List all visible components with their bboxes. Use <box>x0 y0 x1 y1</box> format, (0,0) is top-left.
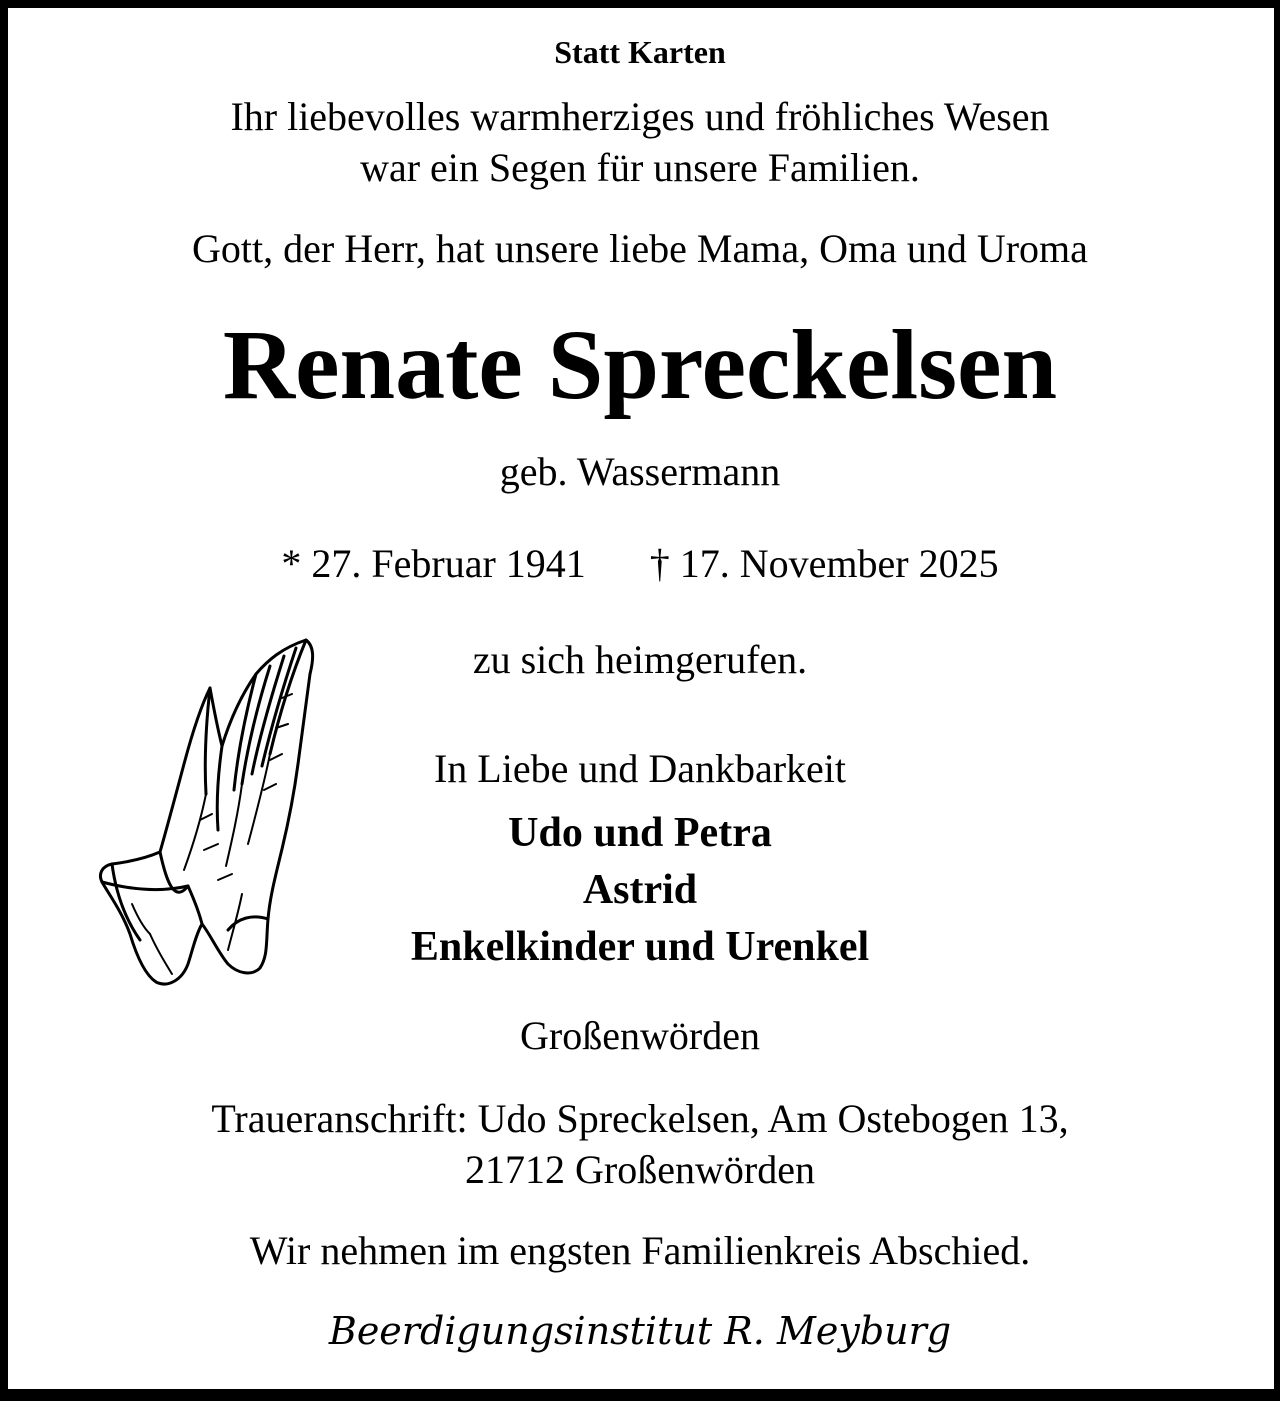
farewell-text: Wir nehmen im engsten Familienkreis Abschied. <box>249 1228 1031 1273</box>
mourner-1: Udo und Petra <box>508 810 772 856</box>
place: Großenwörden <box>520 1013 760 1058</box>
birth-date: * 27. Februar 1941 <box>281 541 586 586</box>
praying-hands-icon <box>92 634 322 990</box>
intro-text: Gott, der Herr, hat unsere liebe Mama, Oma und Uroma <box>192 226 1088 271</box>
undertaker-signature: Beerdigungsinstitut R. Meyburg <box>328 1309 952 1353</box>
love-line: In Liebe und Dankbarkeit <box>433 746 847 791</box>
verse-line-2: war ein Segen für unsere Familien. <box>360 145 920 190</box>
birth-name: geb. Wassermann <box>499 449 781 494</box>
verse-line-1: Ihr liebevolles warmherziges und fröhliches Wesen <box>230 94 1050 139</box>
address-line-1: Traueranschrift: Udo Spreckelsen, Am Ostebogen 13, <box>211 1096 1069 1141</box>
life-dates <box>0 541 1280 586</box>
deceased-name: Renate Spreckelsen <box>222 309 1058 420</box>
called-home-text: zu sich heimgerufen. <box>472 637 808 682</box>
mourner-2: Astrid <box>582 867 698 913</box>
address-line-2: 21712 Großenwörden <box>465 1147 815 1192</box>
death-date: † 17. November 2025 <box>649 541 999 586</box>
mourner-3: Enkelkinder und Urenkel <box>410 924 870 970</box>
notice-header: Statt Karten <box>554 34 726 70</box>
